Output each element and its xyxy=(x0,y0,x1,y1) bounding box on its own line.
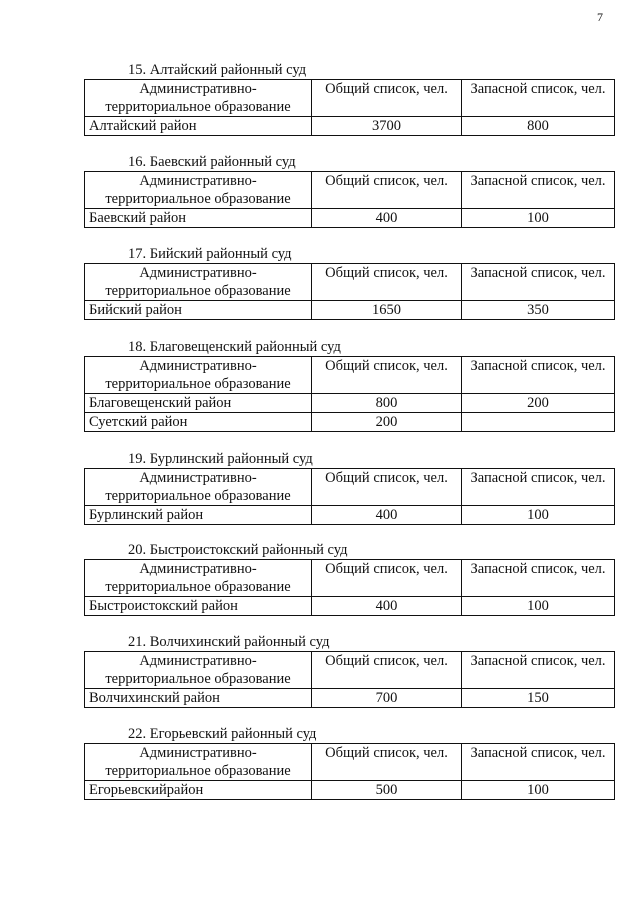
general-count: 400 xyxy=(312,209,462,228)
table-header-row xyxy=(85,172,615,209)
court-section xyxy=(84,450,614,525)
table-header-row xyxy=(85,357,615,394)
general-count: 400 xyxy=(312,597,462,616)
table-header-row xyxy=(85,560,615,597)
header-general-list: Общий список, чел. xyxy=(312,357,462,394)
header-admin-unit xyxy=(85,560,312,597)
reserve-count: 100 xyxy=(462,781,615,800)
court-title: 15. Алтайский районный суд xyxy=(128,62,307,78)
header-admin-line1: Административно- xyxy=(139,265,257,281)
table-row xyxy=(85,209,615,228)
header-admin-unit xyxy=(85,652,312,689)
general-count: 800 xyxy=(312,394,462,413)
reserve-count: 100 xyxy=(462,597,615,616)
header-admin-line2: территориальное образование xyxy=(105,671,291,687)
reserve-count: 200 xyxy=(462,394,615,413)
reserve-count: 100 xyxy=(462,506,615,525)
admin-unit-name: Благовещенский район xyxy=(85,394,312,413)
header-admin-line1: Административно- xyxy=(139,745,257,761)
header-general-list: Общий список, чел. xyxy=(312,172,462,209)
reserve-count: 800 xyxy=(462,117,615,136)
header-reserve-list: Запасной список, чел. xyxy=(462,357,615,394)
table-header-row xyxy=(85,264,615,301)
table-row xyxy=(85,117,615,136)
court-section xyxy=(84,61,614,136)
header-admin-unit xyxy=(85,172,312,209)
reserve-count xyxy=(462,413,615,432)
admin-unit-name: Бийский район xyxy=(85,301,312,320)
header-admin-unit xyxy=(85,264,312,301)
court-table xyxy=(84,356,615,432)
header-reserve-list: Запасной список, чел. xyxy=(462,80,615,117)
court-title: 17. Бийский районный суд xyxy=(128,246,292,262)
header-general-list: Общий список, чел. xyxy=(312,469,462,506)
header-admin-unit xyxy=(85,80,312,117)
table-row xyxy=(85,597,615,616)
general-count: 200 xyxy=(312,413,462,432)
table-header-row xyxy=(85,80,615,117)
header-admin-unit xyxy=(85,469,312,506)
table-row xyxy=(85,413,615,432)
court-table xyxy=(84,171,615,228)
header-general-list: Общий список, чел. xyxy=(312,264,462,301)
reserve-count: 350 xyxy=(462,301,615,320)
court-section xyxy=(84,633,614,708)
header-admin-line2: территориальное образование xyxy=(105,99,291,115)
page-number: 7 xyxy=(597,10,603,24)
header-general-list: Общий список, чел. xyxy=(312,560,462,597)
header-admin-unit xyxy=(85,357,312,394)
header-reserve-list: Запасной список, чел. xyxy=(462,560,615,597)
table-row xyxy=(85,506,615,525)
general-count: 700 xyxy=(312,689,462,708)
table-row xyxy=(85,689,615,708)
header-admin-line1: Административно- xyxy=(139,561,257,577)
header-admin-line1: Административно- xyxy=(139,470,257,486)
header-admin-line2: территориальное образование xyxy=(105,376,291,392)
header-reserve-list: Запасной список, чел. xyxy=(462,264,615,301)
admin-unit-name: Алтайский район xyxy=(85,117,312,136)
table-header-row xyxy=(85,469,615,506)
court-title: 16. Баевский районный суд xyxy=(128,154,296,170)
header-reserve-list: Запасной список, чел. xyxy=(462,744,615,781)
header-reserve-list: Запасной список, чел. xyxy=(462,172,615,209)
header-admin-line1: Административно- xyxy=(139,653,257,669)
admin-unit-name: Волчихинский район xyxy=(85,689,312,708)
header-admin-line1: Административно- xyxy=(139,358,257,374)
header-reserve-list: Запасной список, чел. xyxy=(462,652,615,689)
admin-unit-name: Суетский район xyxy=(85,413,312,432)
header-general-list: Общий список, чел. xyxy=(312,744,462,781)
general-count: 1650 xyxy=(312,301,462,320)
admin-unit-name: Быстроистокский район xyxy=(85,597,312,616)
header-admin-line2: территориальное образование xyxy=(105,488,291,504)
admin-unit-name: Баевский район xyxy=(85,209,312,228)
court-section xyxy=(84,245,614,320)
court-section xyxy=(84,541,614,616)
admin-unit-name: Бурлинский район xyxy=(85,506,312,525)
general-count: 3700 xyxy=(312,117,462,136)
table-header-row xyxy=(85,652,615,689)
header-admin-line2: территориальное образование xyxy=(105,579,291,595)
header-admin-line2: территориальное образование xyxy=(105,763,291,779)
court-section xyxy=(84,725,614,800)
court-table xyxy=(84,468,615,525)
court-table xyxy=(84,743,615,800)
court-table xyxy=(84,79,615,136)
court-table xyxy=(84,263,615,320)
court-table xyxy=(84,651,615,708)
general-count: 500 xyxy=(312,781,462,800)
court-section xyxy=(84,153,614,228)
court-title: 21. Волчихинский районный суд xyxy=(128,634,330,650)
general-count: 400 xyxy=(312,506,462,525)
court-title: 19. Бурлинский районный суд xyxy=(128,451,313,467)
header-admin-line2: территориальное образование xyxy=(105,191,291,207)
table-row xyxy=(85,301,615,320)
header-admin-unit xyxy=(85,744,312,781)
header-reserve-list: Запасной список, чел. xyxy=(462,469,615,506)
header-admin-line1: Административно- xyxy=(139,81,257,97)
court-title: 22. Егорьевский районный суд xyxy=(128,726,317,742)
header-general-list: Общий список, чел. xyxy=(312,652,462,689)
court-section xyxy=(84,338,614,432)
reserve-count: 150 xyxy=(462,689,615,708)
admin-unit-name: Егорьевскийрайон xyxy=(85,781,312,800)
table-row xyxy=(85,781,615,800)
table-header-row xyxy=(85,744,615,781)
court-title: 18. Благовещенский районный суд xyxy=(128,339,341,355)
court-table xyxy=(84,559,615,616)
court-title: 20. Быстроистокский районный суд xyxy=(128,542,348,558)
header-admin-line2: территориальное образование xyxy=(105,283,291,299)
reserve-count: 100 xyxy=(462,209,615,228)
header-general-list: Общий список, чел. xyxy=(312,80,462,117)
header-admin-line1: Административно- xyxy=(139,173,257,189)
table-row xyxy=(85,394,615,413)
